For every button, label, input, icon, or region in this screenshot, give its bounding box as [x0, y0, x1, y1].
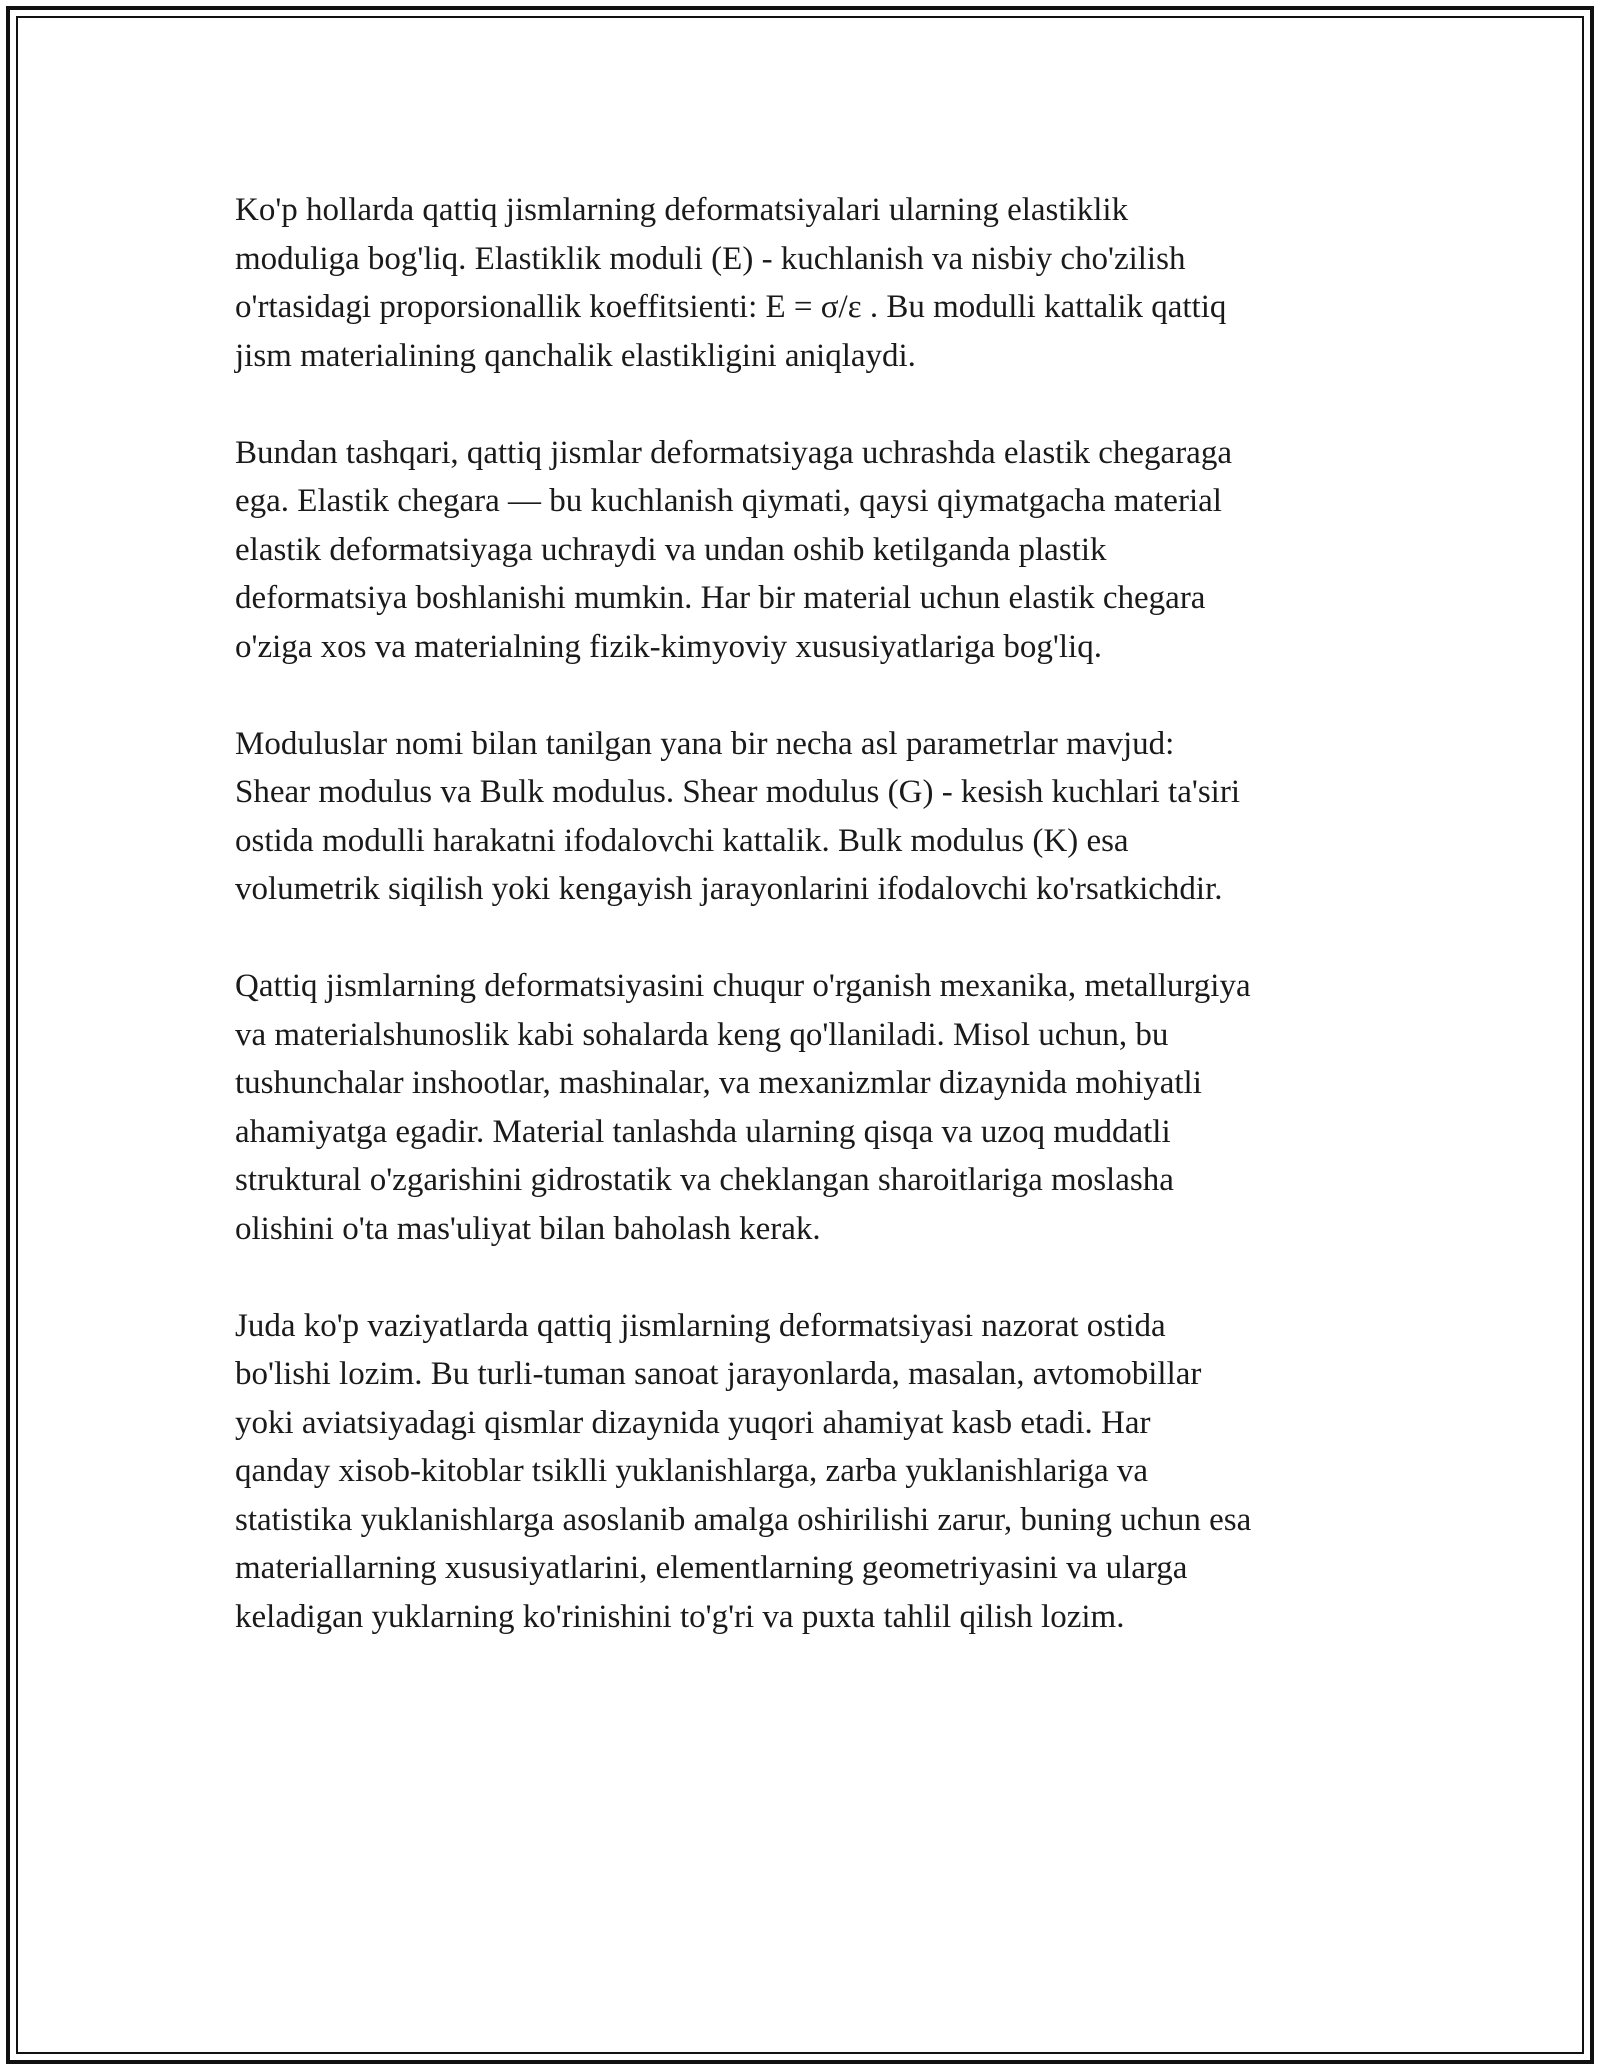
paragraph-1: Ko'p hollarda qattiq jismlarning deformatsiyalari ularning elastiklik moduliga bog'liq. Elastiklik moduli (E) - kuchlanish va nisbiy cho'zilish o'rtasidagi proporsionallik koeffitsienti: E = σ/ε . Bu modulli kattalik qattiq jism materialining qanchalik elastikligini aniqlaydi.	[235, 192, 1227, 374]
document-body	[235, 186, 1375, 1690]
paragraph-2: Bundan tashqari, qattiq jismlar deformatsiyaga uchrashda elastik chegaraga ega. Elastik chegara — bu kuchlanish qiymati, qaysi qiymatgacha material elastik deformatsiyaga uchraydi va undan oshib ketilganda plastik deformatsiya boshlanishi mumkin. Har bir material uchun elastik chegara o'ziga xos va materialning fizik-kimyoviy xususiyatlariga bog'liq.	[235, 434, 1232, 665]
paragraph-3: Moduluslar nomi bilan tanilgan yana bir necha asl parametrlar mavjud: Shear modulus va Bulk modulus. Shear modulus (G) - kesish kuchlari ta'siri ostida modulli harakatni ifodalovchi kattalik. Bulk modulus (K) esa volumetrik siqilish yoki kengayish jarayonlarini ifodalovchi ko'rsatkichdir.	[235, 725, 1240, 907]
paragraph-4: Qattiq jismlarning deformatsiyasini chuqur o'rganish mexanika, metallurgiya va materialshunoslik kabi sohalarda keng qo'llaniladi. Misol uchun, bu tushunchalar inshootlar, mashinalar, va mexanizmlar dizaynida mohiyatli ahamiyatga egadir. Material tanlashda ularning qisqa va uzoq muddatli struktural o'zgarishini gidrostatik va cheklangan sharoitlariga moslasha olishini o'ta mas'uliyat bilan baholash kerak.	[235, 968, 1251, 1247]
paragraph-5: Juda ko'p vaziyatlarda qattiq jismlarning deformatsiyasi nazorat ostida bo'lishi lozim. Bu turli-tuman sanoat jarayonlarda, masalan, avtomobillar yoki aviatsiyadagi qismlar dizaynida yuqori ahamiyat kasb etadi. Har qanday xisob-kitoblar tsiklli yuklanishlarga, zarba yuklanishlariga va statistika yuklanishlarga asoslanib amalga oshirilishi zarur, buning uchun esa materiallarning xususiyatlarini, elementlarning geometriyasini va ularga keladigan yuklarning ko'rinishini to'g'ri va puxta tahlil qilish lozim.	[235, 1307, 1252, 1635]
